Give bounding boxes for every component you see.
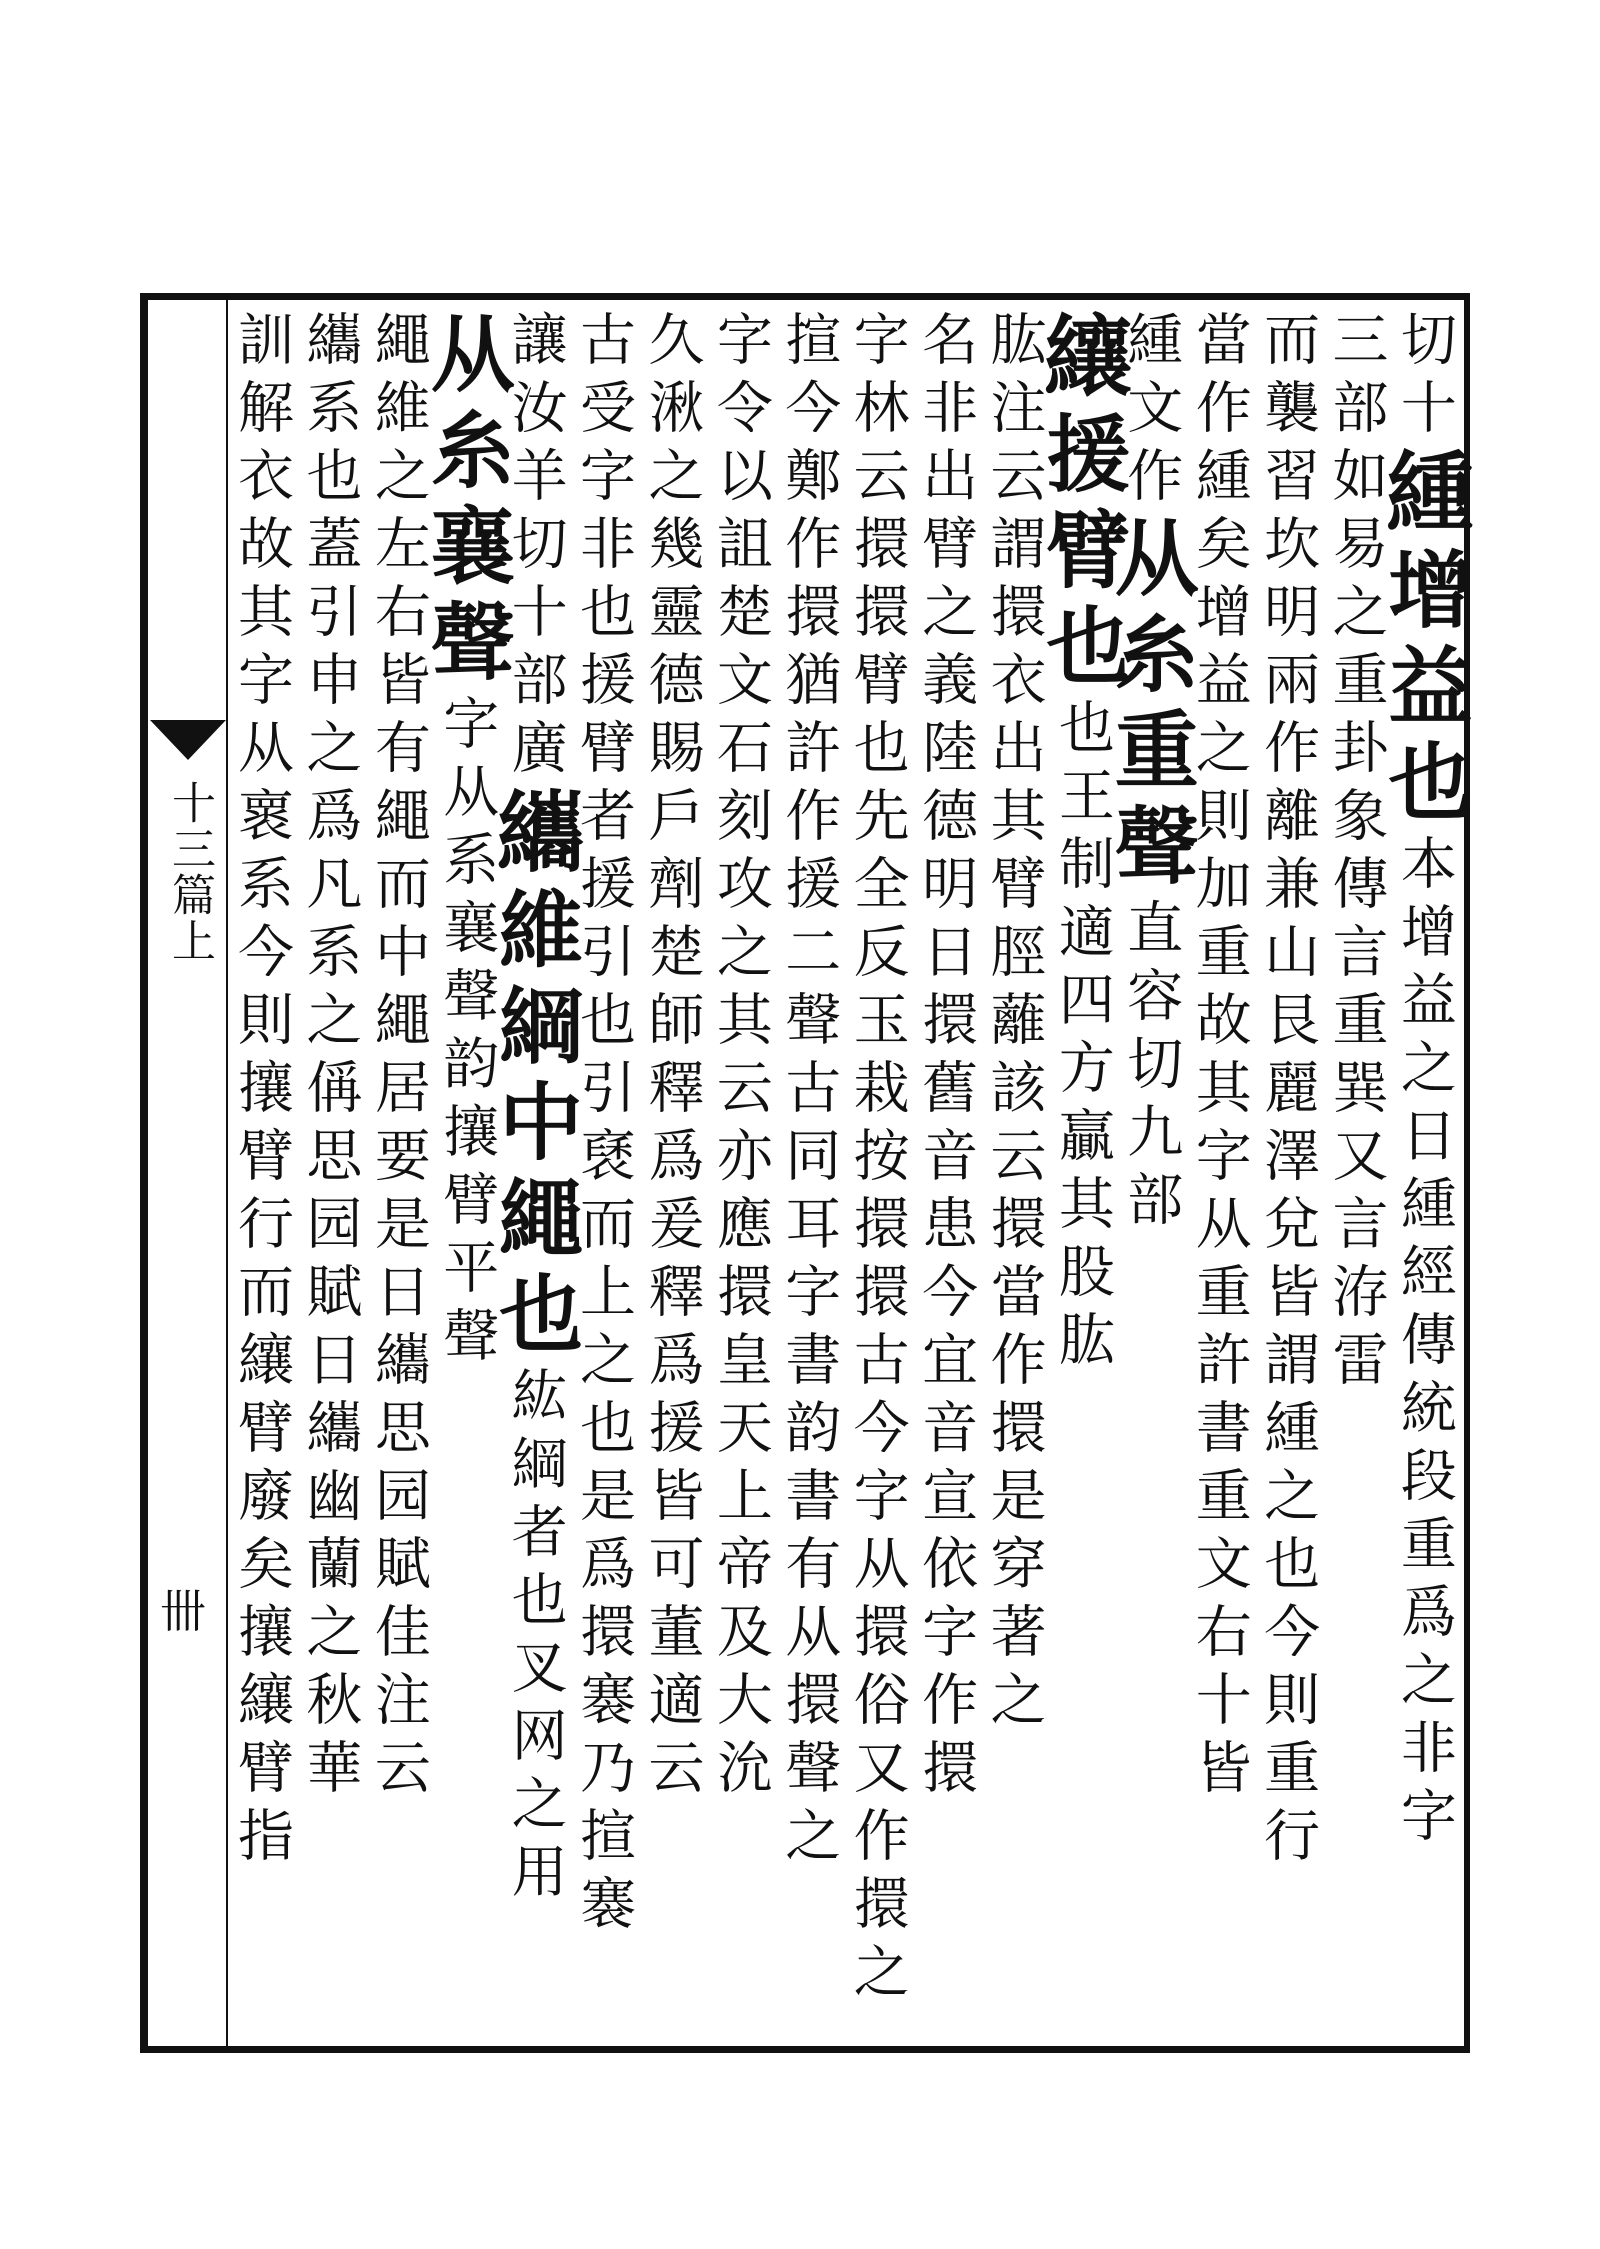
seal-glyph: 緟	[1371, 446, 1476, 546]
column-text: 當作緟矣增益之則加重故其字从重許書重文右十皆	[1186, 310, 1252, 1806]
text-column	[913, 310, 979, 2040]
fish-tail-mark	[150, 720, 226, 760]
seal-glyph: 纗	[482, 786, 587, 886]
text-column	[1371, 310, 1476, 2040]
entry-gloss: 增益也	[1374, 546, 1474, 834]
column-text: 三部	[1323, 310, 1389, 446]
text-column	[846, 310, 908, 2040]
column-text: 揎今鄭作擐猶許作援二聲古同耳字書韵書有从擐聲之	[776, 310, 842, 1874]
column-text: 緟文作	[1118, 310, 1184, 514]
text-column	[1188, 310, 1250, 2040]
column-text: 繩維之左右皆有繩而中繩居要是日纗思园賦佳注云	[365, 310, 431, 1806]
note-text: 本增益之日緟經傳統段重爲之非字	[1391, 834, 1457, 1854]
column-text: 肱注云謂擐衣出其臂脛蘺該云擐當作擐是穿著之	[981, 310, 1047, 1738]
folio-number: 卌	[160, 1584, 206, 1638]
pronunciation: 廣	[502, 718, 568, 786]
column-text: 讓汝羊切十部	[502, 310, 568, 718]
text-column	[297, 310, 363, 2040]
entry-phonetic: 从糸重聲	[1101, 514, 1201, 898]
pronunciation: 直容切九部	[1118, 898, 1184, 1238]
text-column	[571, 310, 637, 2040]
text-column	[482, 310, 587, 2040]
banxin-chapter: 十三篇上	[164, 780, 215, 964]
note-text: 紘綱者也叉网之用	[502, 1366, 568, 1910]
seal-glyph: 纕	[1029, 310, 1134, 410]
column-text: 字林云擐擐臂也先全反玉栽按擐擐古今字从擐俗又作擐之	[844, 310, 910, 2010]
note-text: 如易之重卦象傳言重巽又言洊雷	[1323, 446, 1389, 1398]
entry-phonetic: 从糸襄聲	[417, 310, 517, 694]
column-text: 訓解衣故其字从褱系今則攘臂行而纕臂廢矣攘纕臂指	[229, 310, 294, 1874]
text-column	[1255, 310, 1321, 2040]
column-text: 而襲習坎明兩作離兼山艮麗澤兌皆謂緟之也今則重行	[1255, 310, 1321, 1874]
entry-gloss: 維綱中繩也	[485, 886, 585, 1366]
column-text: 纗系也蓋引申之爲凡系之偁思园賦日纗幽蘭之秋華	[297, 310, 363, 1806]
text-column	[709, 310, 771, 2040]
text-column	[230, 310, 292, 2040]
text-column	[1101, 310, 1201, 2040]
entry-gloss: 援臂也	[1032, 410, 1132, 698]
column-text: 久湫之幾靈德賜戶劑楚師釋爲爰釋爲援皆可董適云	[639, 310, 705, 1806]
column-text: 名非出臂之義陸德明日擐舊音患今宜音宣依字作擐	[913, 310, 979, 1806]
text-columns	[229, 310, 1476, 2045]
column-text: 字从系襄聲韵攘臂平聲	[434, 694, 500, 1374]
column-text: 字令以詛楚文石刻攻之其云亦應擐皇天上帝及大沇	[707, 310, 773, 1806]
text-column	[639, 310, 705, 2040]
banxin-strip	[148, 300, 228, 2046]
note-text: 也王制適四方贏其股肱	[1049, 698, 1115, 1378]
text-column	[776, 310, 842, 2040]
column-text: 古受字非也援臂者援引也引褎而上之也是爲擐褰乃揎褰	[571, 310, 637, 1942]
column-text: 切十	[1391, 310, 1457, 446]
